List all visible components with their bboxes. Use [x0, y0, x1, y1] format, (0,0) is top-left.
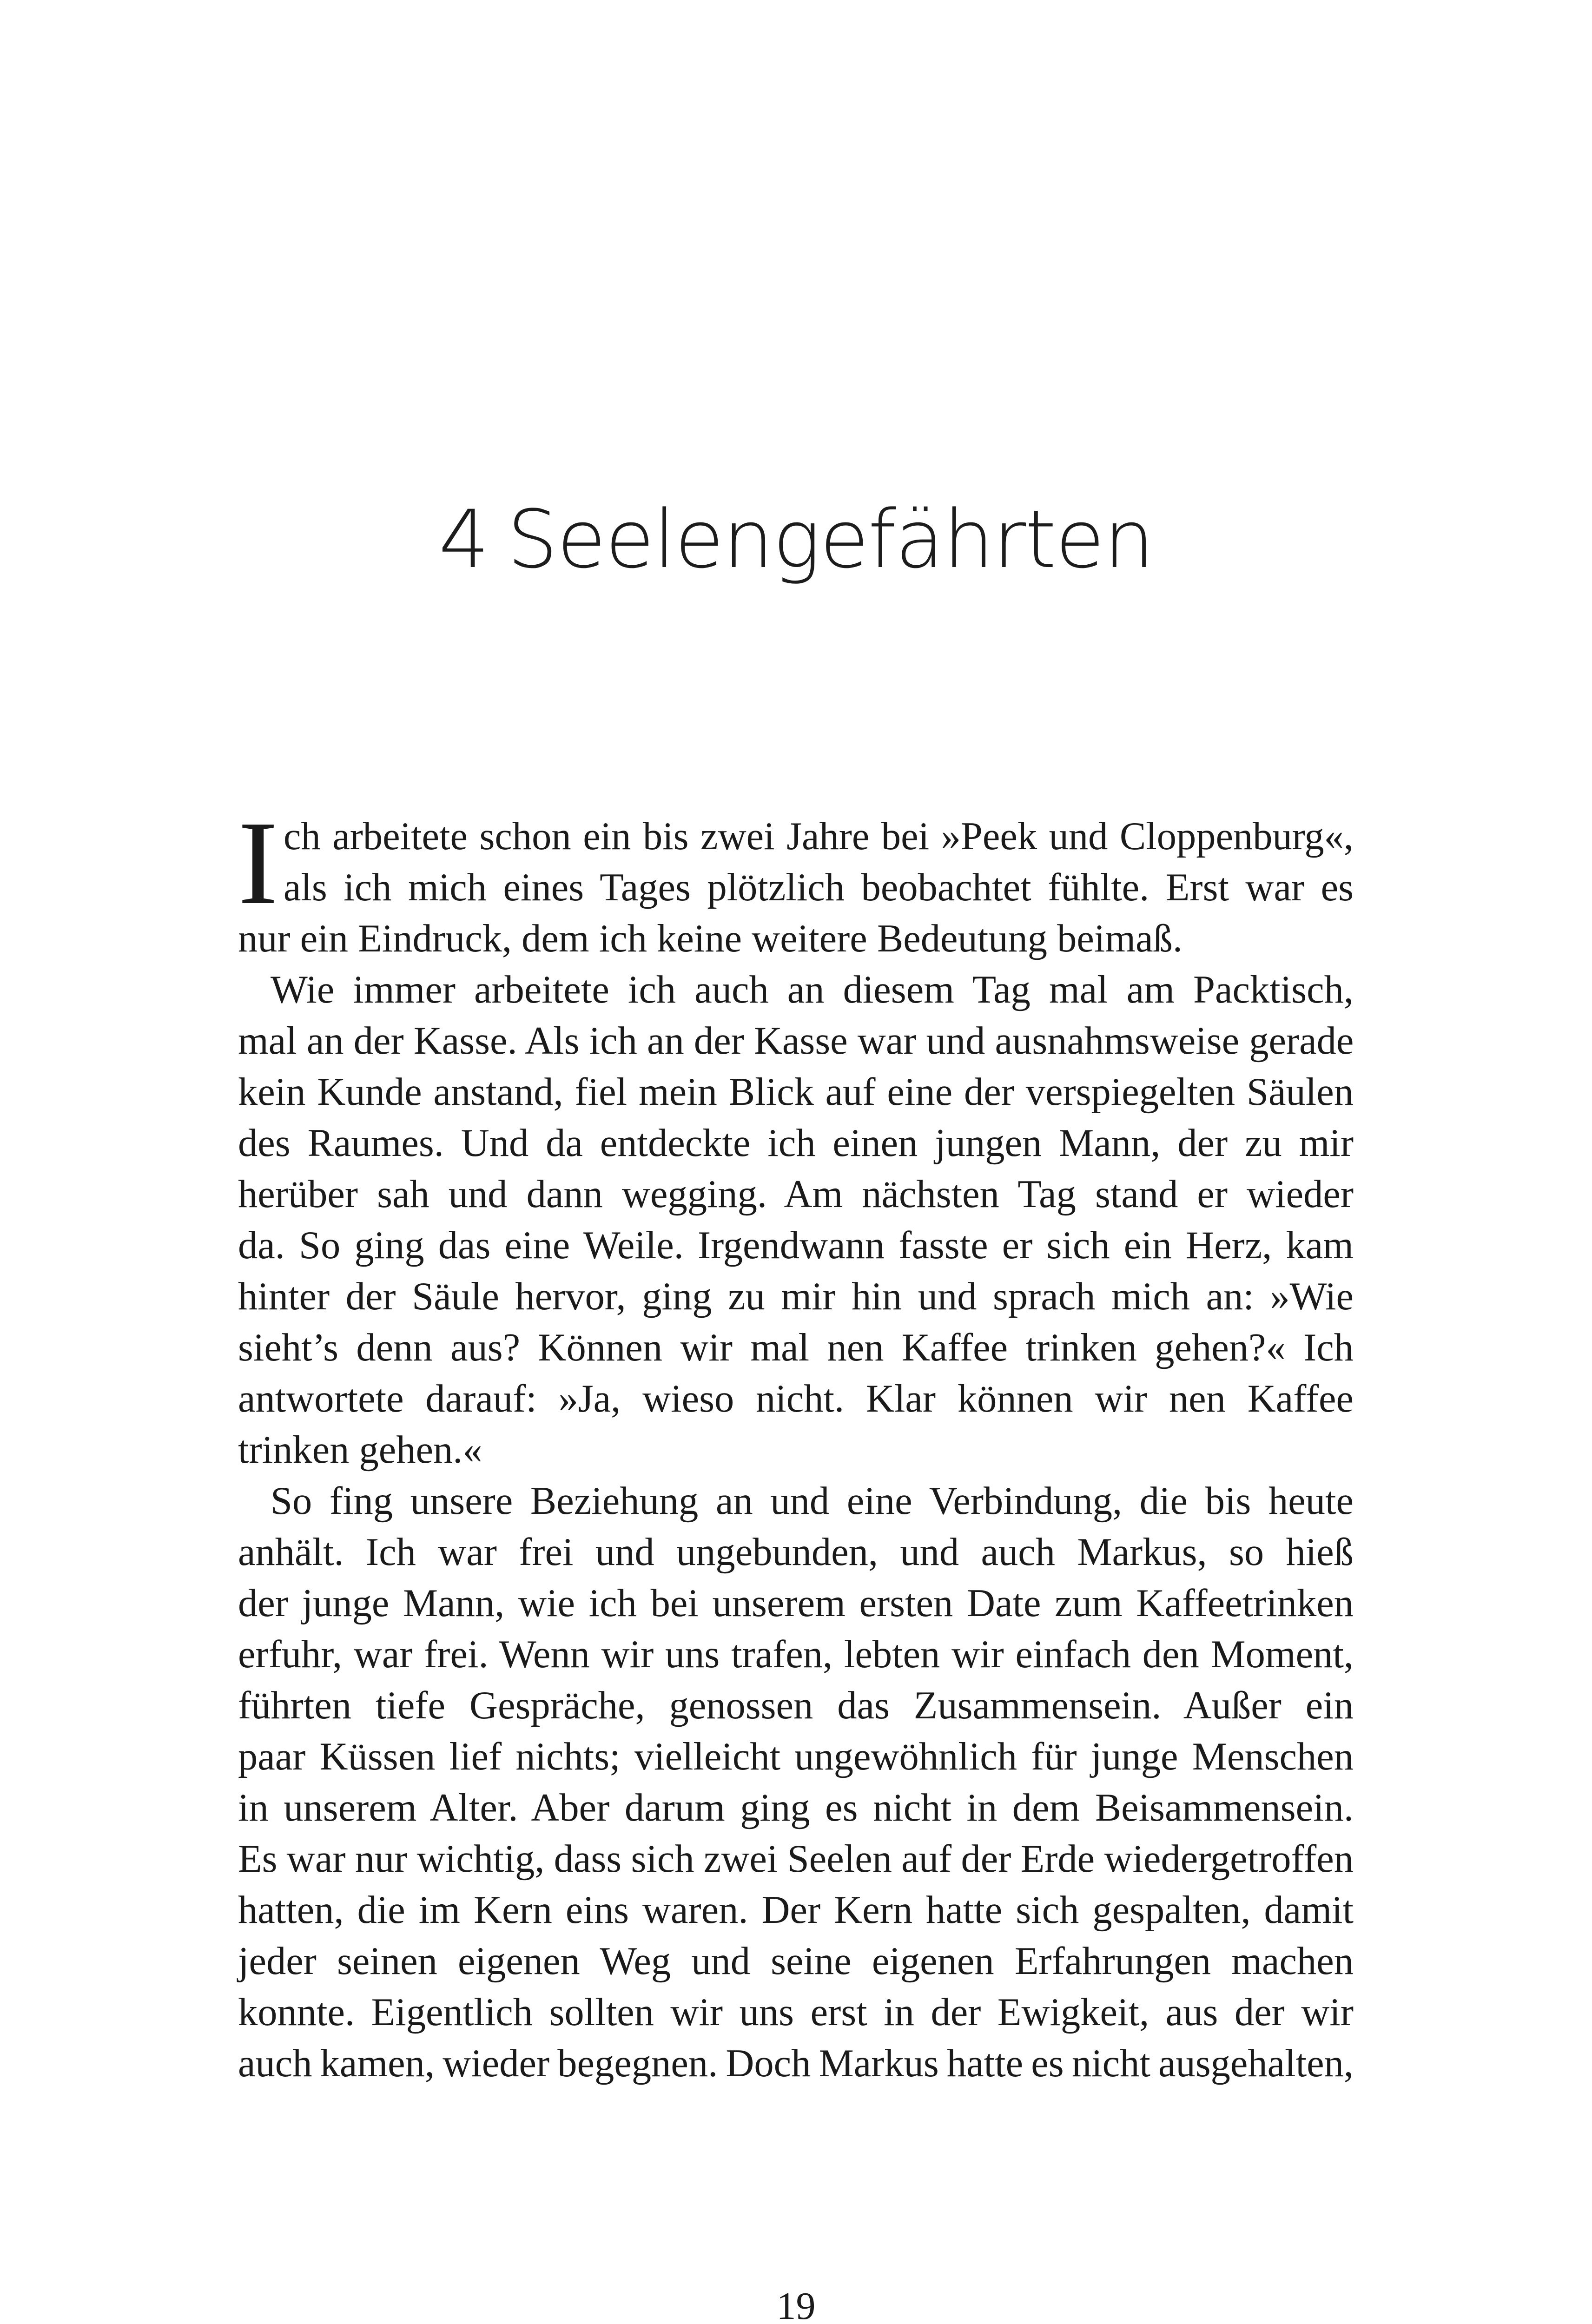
text-line: So fing unsere Beziehung an und eine Verbindung, die bis heute — [271, 1479, 1354, 1523]
text-line: paar Küssen lief nichts; vielleicht ungewöhnlich für junge Menschen — [238, 1735, 1354, 1778]
text-line: jeder seinen eigenen Weg und seine eigenen Erfahrungen machen — [238, 1940, 1354, 1983]
drop-cap: I — [238, 796, 278, 929]
text-line: als ich mich eines Tages plötzlich beobachtet fühlte. Erst war es — [283, 866, 1354, 909]
text-line: sieht’s denn aus? Können wir mal nen Kaffee trinken gehen?« Ich — [238, 1326, 1354, 1369]
chapter-heading — [0, 493, 1592, 587]
text-line: Es war nur wichtig, dass sich zwei Seelen auf der Erde wiedergetroffen — [238, 1837, 1354, 1881]
chapter-number: 4 — [438, 493, 489, 587]
paragraph-1 — [238, 796, 1354, 964]
text-line: in unserem Alter. Aber darum ging es nicht in dem Beisammensein. — [238, 1786, 1354, 1829]
text-line: mal an der Kasse. Als ich an der Kasse war und ausnahmsweise gerade — [238, 1019, 1354, 1063]
text-line: hinter der Säule hervor, ging zu mir hin und sprach mich an: »Wie — [238, 1275, 1354, 1318]
text-line: ch arbeitete schon ein bis zwei Jahre bei »Peek und Cloppenburg«, — [283, 815, 1354, 858]
text-line: trinken gehen.« — [238, 1428, 482, 1472]
text-line: führten tiefe Gespräche, genossen das Zusammensein. Außer ein — [238, 1684, 1354, 1727]
text-line: des Raumes. Und da entdeckte ich einen jungen Mann, der zu mir — [238, 1122, 1354, 1165]
text-line: hatten, die im Kern eins waren. Der Kern hatte sich gespalten, damit — [238, 1888, 1354, 1932]
text-line: nur ein Eindruck, dem ich keine weitere Bedeutung beimaß. — [238, 917, 1183, 960]
page-number: 19 — [776, 2284, 816, 2324]
paragraph-2 — [238, 964, 1354, 1476]
text-line: anhält. Ich war frei und ungebunden, und auch Markus, so hieß — [238, 1531, 1354, 1574]
text-line: auch kamen, wieder begegnen. Doch Markus hatte es nicht ausgehalten, — [238, 2042, 1354, 2085]
text-line: Wie immer arbeitete ich auch an diesem Tag mal am Packtisch, — [271, 968, 1354, 1011]
text-line: der junge Mann, wie ich bei unserem ersten Date zum Kaffeetrinken — [238, 1582, 1354, 1625]
text-line: erfuhr, war frei. Wenn wir uns trafen, lebten wir einfach den Moment, — [238, 1633, 1354, 1676]
paragraph-3 — [238, 1476, 1354, 2089]
chapter-body — [238, 796, 1354, 2089]
text-line: konnte. Eigentlich sollten wir uns erst in der Ewigkeit, aus der wir — [238, 1991, 1354, 2034]
text-line: antwortete darauf: »Ja, wieso nicht. Klar können wir nen Kaffee — [238, 1377, 1354, 1420]
text-line: da. So ging das eine Weile. Irgendwann fasste er sich ein Herz, kam — [238, 1224, 1354, 1267]
text-line: kein Kunde anstand, fiel mein Blick auf eine der verspiegelten Säulen — [238, 1070, 1354, 1114]
chapter-title: Seelengefährten — [507, 493, 1154, 587]
text-line: herüber sah und dann wegging. Am nächsten Tag stand er wieder — [238, 1173, 1354, 1216]
